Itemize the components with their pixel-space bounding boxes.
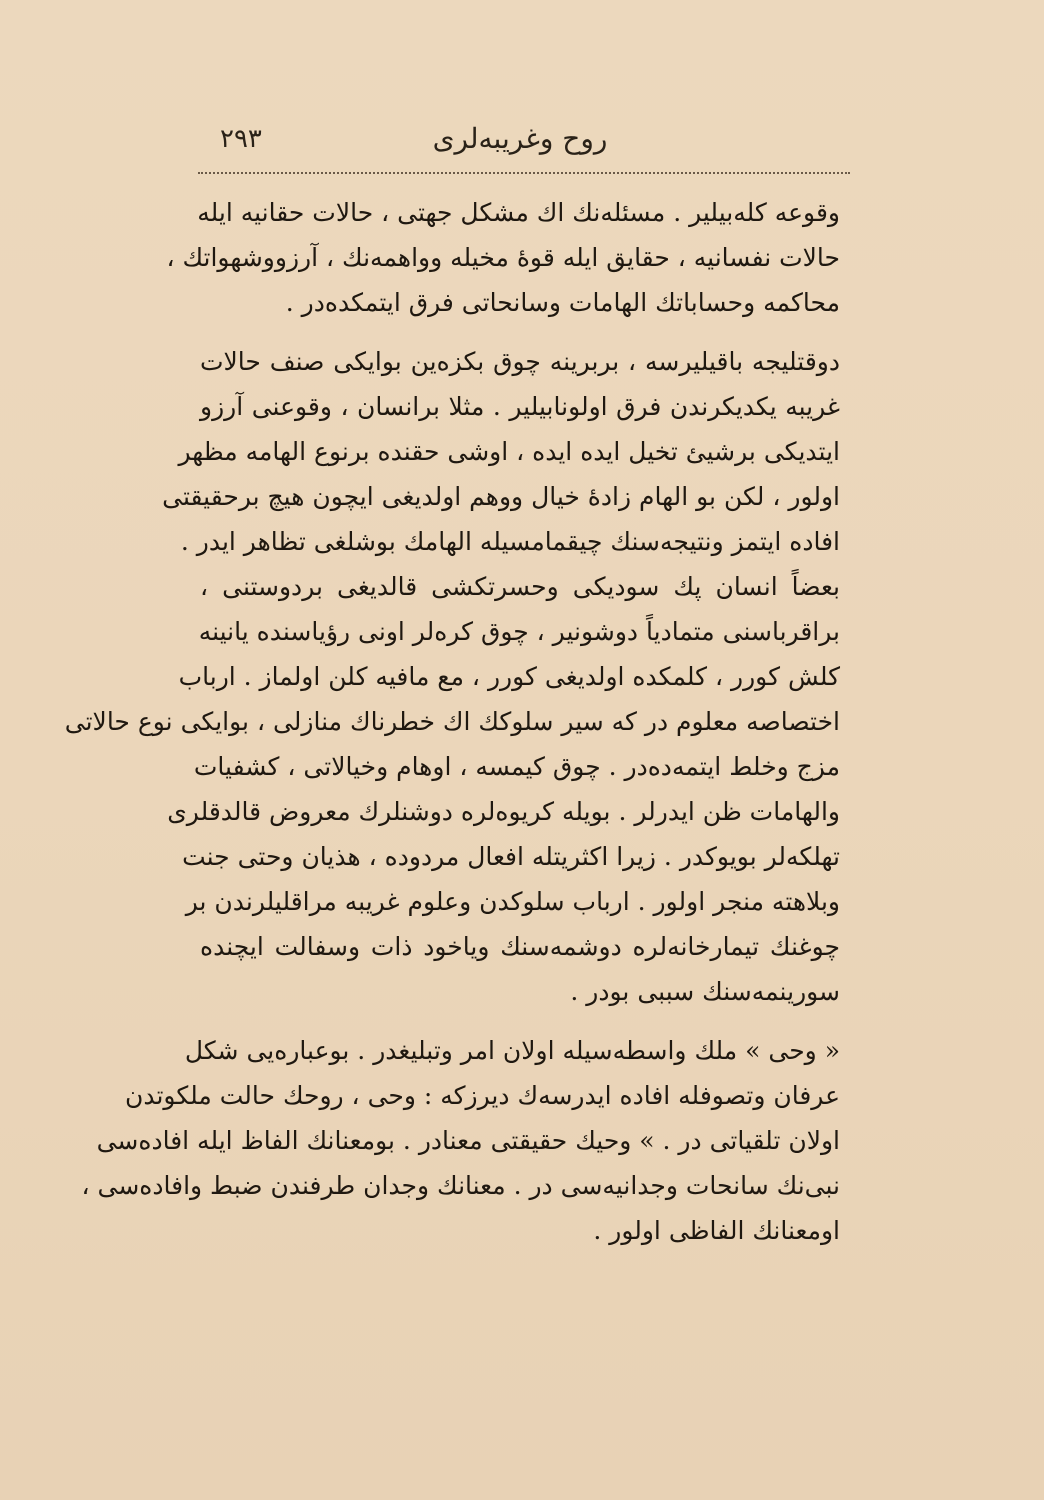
text-line: دوقتلیجه باقیلیرسه ، بربرینه چوق بکزه‌ین بوایکی صنف حالات: [200, 347, 840, 376]
paragraph-2: [64, 339, 840, 1014]
text-line: افاده ایتمز ونتیجه‌سنك چیقمامسیله الهامك بوشلغی تظاهر ایدر .: [180, 527, 840, 556]
text-line: چوغنك تیمارخانه‌لره دوشمه‌سنك ویاخود ذات وسفالت ایچنده: [200, 932, 840, 961]
text-line: اولور ، لکن بو الهام زادهٔ خیال ووهم اولدیغی ایچون هیچ برحقیقتی: [162, 482, 840, 511]
text-line: نبی‌نك سانحات وجدانیه‌سی در . معنانك وجدان طرفندن ضبط وافاده‌سی ،: [81, 1171, 840, 1200]
text-line: غریبه یکدیکرندن فرق اولونابیلیر . مثلا برانسان ، وقوعنی آرزو: [200, 392, 840, 421]
text-line: سورینمه‌سنك سببی بودر .: [570, 977, 840, 1006]
text-line: محاکمه وحساباتك الهامات وسانحاتی فرق ایتمکده‌در .: [285, 288, 840, 317]
text-line: « وحی » ملك واسطه‌سیله اولان امر وتبلیغدر . بوعباره‌یی شکل: [184, 1036, 840, 1065]
text-line: کلش کورر ، کلمکده اولدیغی کورر ، مع مافیه کلن اولماز . ارباب: [178, 662, 840, 691]
text-line: بعضاً انسان پك سودیکی وحسرتکشی قالدیغی بردوستنی ،: [200, 572, 840, 601]
paragraph-1: [166, 190, 840, 325]
body-text: [64, 190, 840, 1253]
page-header: [200, 120, 840, 168]
text-line: تهلکه‌لر بویوکدر . زیرا اکثریتله افعال مردوده ، هذیان وحتی جنت: [182, 842, 840, 871]
text-line: اومعنانك الفاظی اولور .: [593, 1216, 840, 1245]
text-line: عرفان وتصوفله افاده ایدرسه‌ك دیرزکه : وحی ، روحك حالت ملکوتدن: [124, 1081, 840, 1110]
text-line: حالات نفسانیه ، حقایق ایله قوهٔ مخیله وواهمه‌نك ، آرزووشهواتك ،: [166, 243, 840, 272]
text-line: وبلاهته منجر اولور . ارباب سلوکدن وعلوم غریبه مراقلیلرندن بر: [185, 887, 840, 916]
text-line: براقرباسنی متمادیاً دوشونیر ، چوق کره‌لر اونی رؤیاسنده یانینه: [198, 617, 840, 646]
text-line: مزج وخلط ایتمه‌ده‌در . چوق کیمسه ، اوهام وخیالاتی ، کشفیات: [193, 752, 840, 781]
paragraph-3: [81, 1028, 840, 1253]
page-number: ۲۹۳: [220, 124, 262, 154]
header-rule: [198, 172, 850, 174]
text-line: وقوعه کله‌بیلیر . مسئله‌نك اك مشکل جهتی ، حالات حقانیه ایله: [197, 198, 840, 227]
text-line: اولان تلقیاتی در . » وحیك حقیقتی معنادر . بومعنانك الفاظ ایله افاده‌سی: [96, 1126, 840, 1155]
running-title: روح وغریبه‌لری: [432, 122, 608, 155]
text-line: اختصاصه معلوم در که سیر سلوکك اك خطرناك منازلی ، بوایکی نوع حالاتی: [64, 707, 840, 736]
text-line: ایتدیکی برشیئ تخیل ایده ایده ، اوشی حقنده برنوع الهامه مظهر: [178, 437, 840, 466]
text-line: والهامات ظن ایدرلر . بویله کریوه‌لره دوشنلرك معروض قالدقلری: [167, 797, 840, 826]
